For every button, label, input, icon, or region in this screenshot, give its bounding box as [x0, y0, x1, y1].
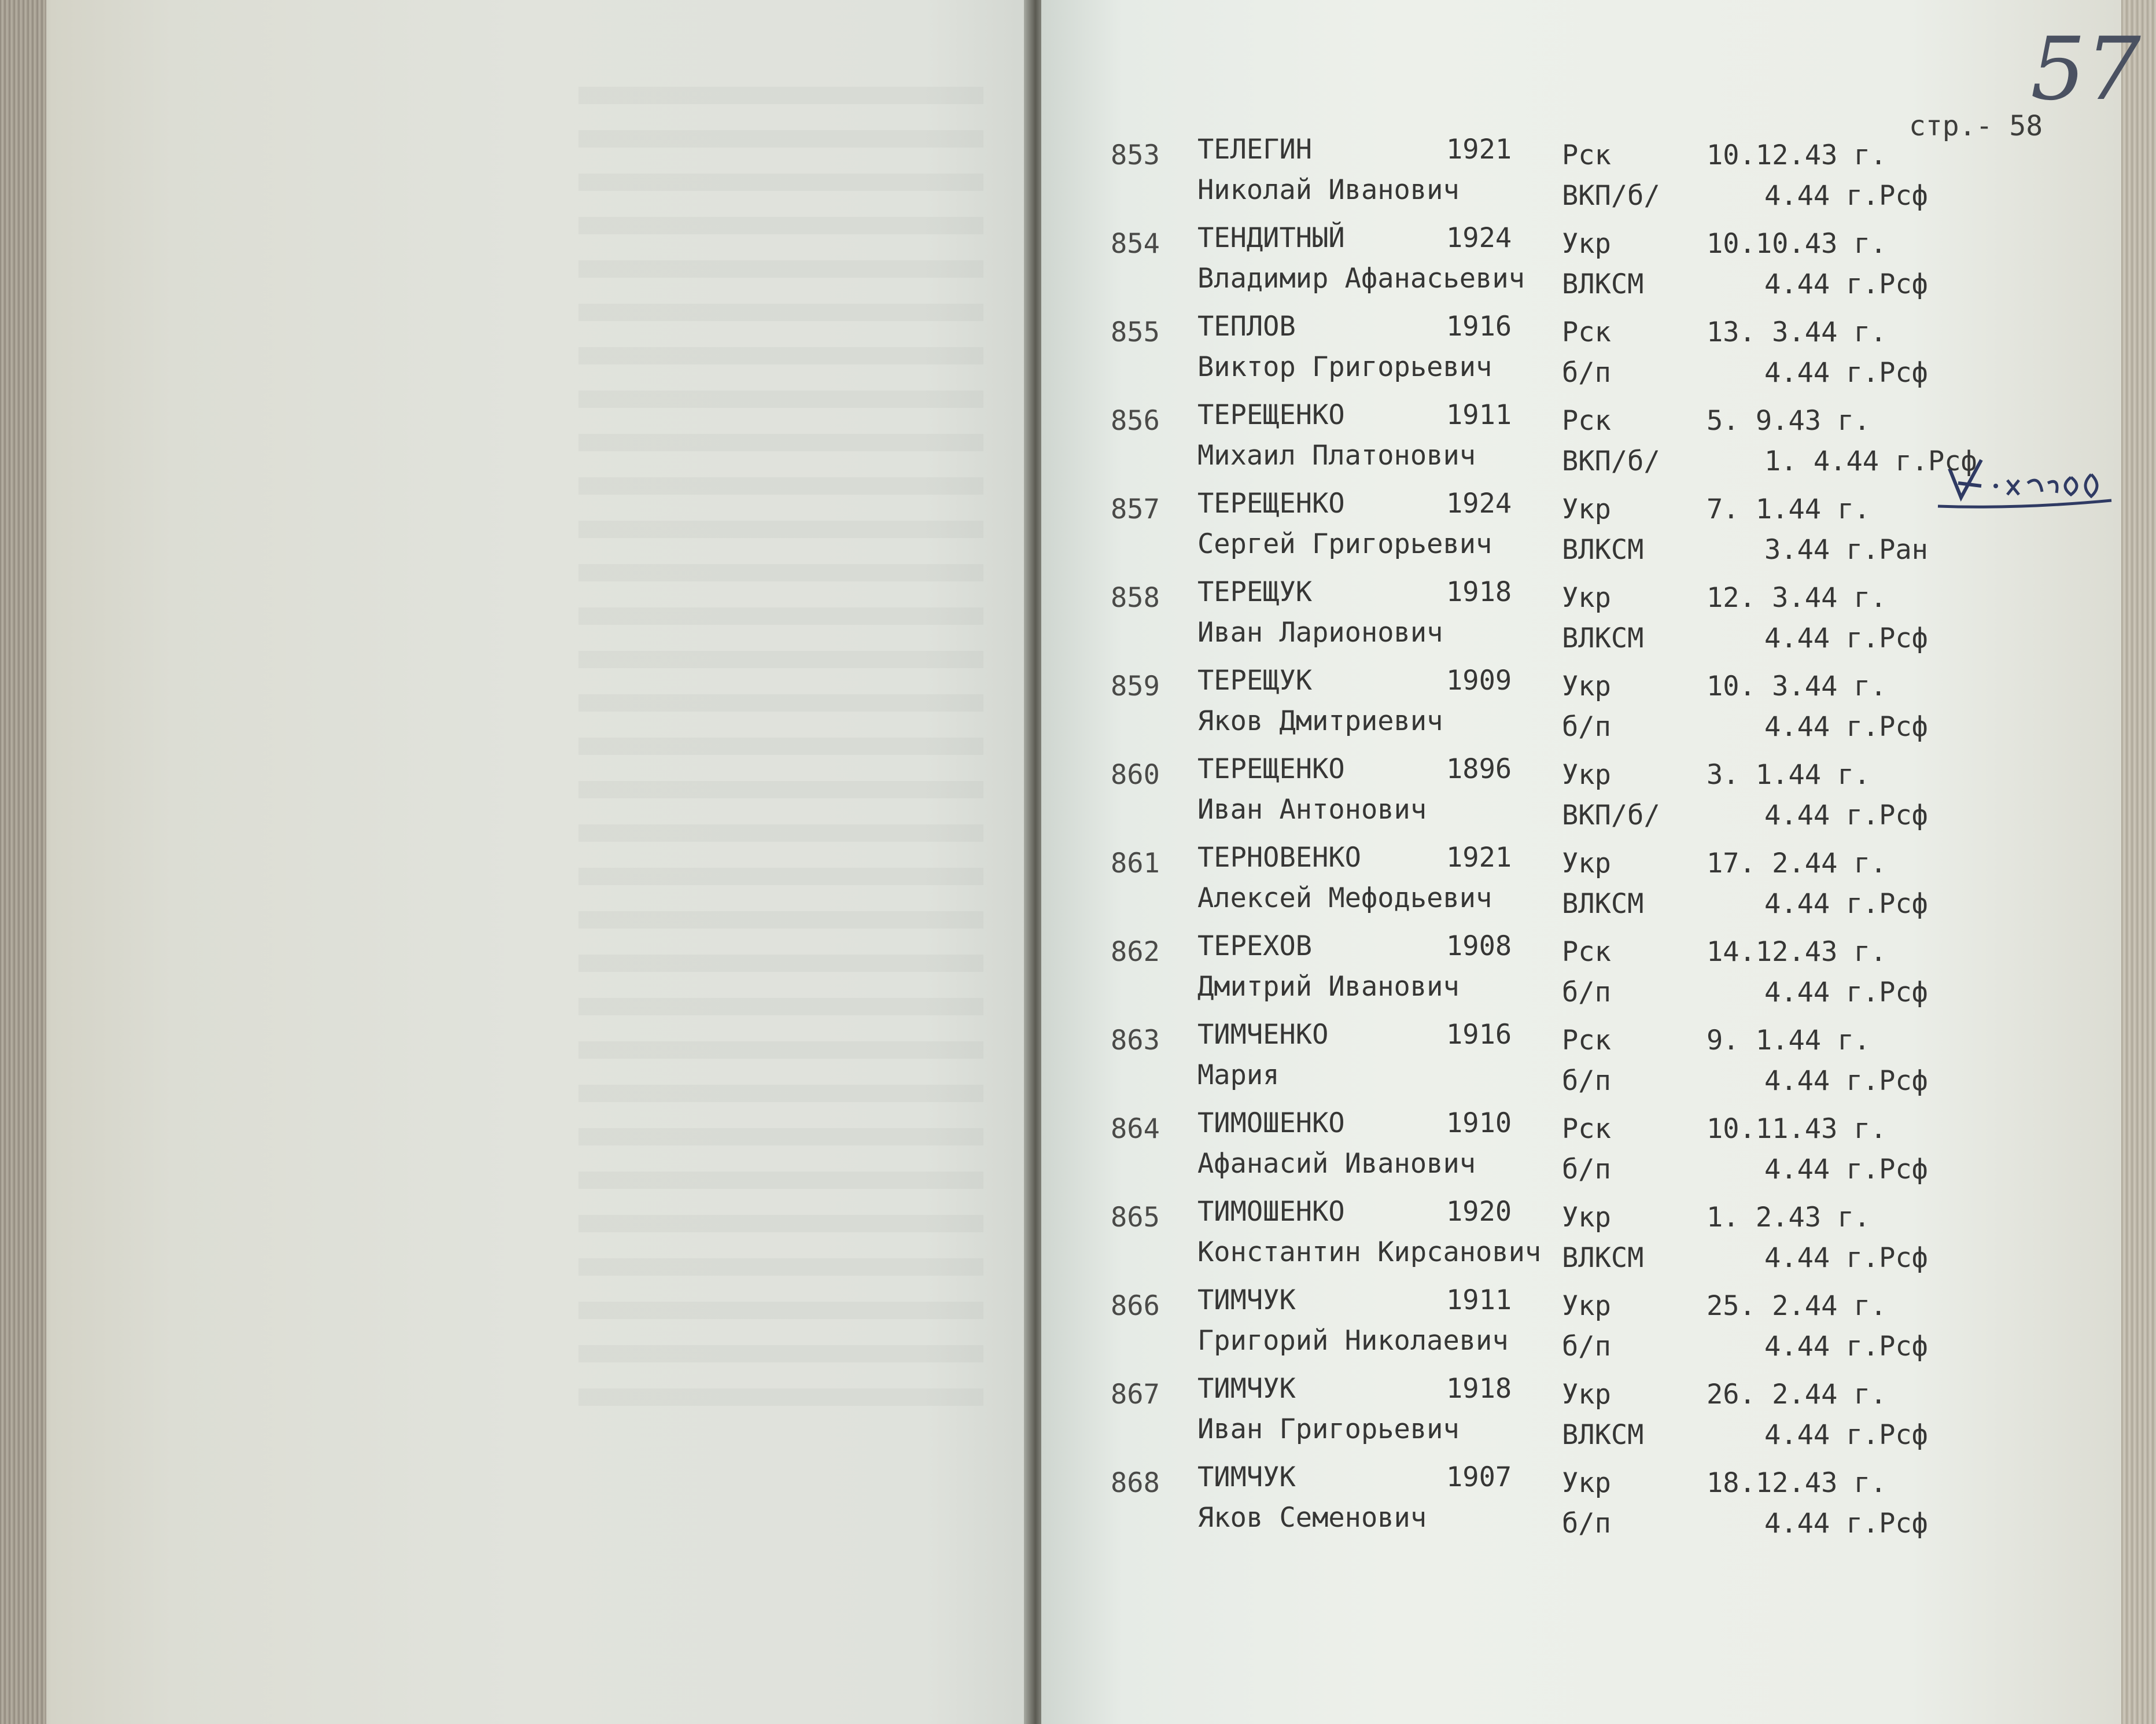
entry-surname: ТЕРЕЩЕНКО	[1197, 399, 1345, 431]
entry-date: 12. 3.44 г.	[1707, 582, 1887, 614]
entry-date-note: 4.44 г.Рсф	[1764, 1419, 1928, 1451]
entry-given-name: Дмитрий Иванович	[1197, 971, 1460, 1003]
page-label: стр.- 58	[1909, 110, 2043, 142]
entry-nationality: Укр	[1562, 1379, 1611, 1410]
entry-given-name: Сергей Григорьевич	[1197, 528, 1492, 560]
entry-surname: ТЕНДИТНЫЙ	[1197, 222, 1345, 254]
entry-party: б/п	[1562, 357, 1611, 389]
entry-birth-year: 1896	[1446, 753, 1512, 785]
entry-birth-year: 1924	[1446, 222, 1512, 254]
entry-date-note: 4.44 г.Рсф	[1764, 180, 1928, 212]
entry-surname: ТЕПЛОВ	[1197, 311, 1296, 342]
entry-nationality: Рск	[1562, 139, 1611, 171]
entry-number: 866	[1111, 1290, 1160, 1322]
entry-party: ВЛКСМ	[1562, 534, 1644, 566]
entry-date: 10. 3.44 г.	[1707, 671, 1887, 702]
entry-number: 856	[1111, 405, 1160, 437]
ledger-entry	[1099, 487, 1967, 580]
entry-date-note: 4.44 г.Рсф	[1764, 1331, 1928, 1362]
entry-date-note: 4.44 г.Рсф	[1764, 1065, 1928, 1097]
entry-date-note: 4.44 г.Рсф	[1764, 1508, 1928, 1539]
ledger-entry	[1099, 399, 1977, 491]
entry-given-name: Иван Антонович	[1197, 794, 1427, 826]
note-scribble	[2007, 474, 2097, 496]
entry-date: 26. 2.44 г.	[1707, 1379, 1887, 1410]
entry-number: 860	[1111, 759, 1160, 791]
entry-date-note: 4.44 г.Рсф	[1764, 1242, 1928, 1274]
entry-nationality: Рск	[1562, 936, 1611, 968]
entry-date-note: 4.44 г.Рсф	[1764, 357, 1928, 389]
entry-date-note: 1. 4.44 г.Рсф	[1764, 445, 1977, 477]
entry-given-name: Яков Семенович	[1197, 1502, 1427, 1534]
entry-date: 14.12.43 г.	[1707, 936, 1887, 968]
entry-date-note: 4.44 г.Рсф	[1764, 800, 1928, 831]
entry-given-name: Афанасий Иванович	[1197, 1148, 1476, 1180]
entry-date: 10.10.43 г.	[1707, 228, 1887, 260]
entry-surname: ТИМЧЕНКО	[1197, 1019, 1329, 1051]
entry-nationality: Рск	[1562, 1113, 1611, 1145]
entry-date: 25. 2.44 г.	[1707, 1290, 1887, 1322]
entry-surname: ТЕРЕЩЕНКО	[1197, 488, 1345, 520]
ledger-entry	[1099, 1018, 1967, 1111]
entry-date: 13. 3.44 г.	[1707, 316, 1887, 348]
entry-surname: ТЕРЕЩУК	[1197, 576, 1313, 608]
entry-number: 867	[1111, 1379, 1160, 1410]
entry-number: 865	[1111, 1202, 1160, 1233]
entry-nationality: Укр	[1562, 228, 1611, 260]
entry-surname: ТЕЛЕГИН	[1197, 134, 1313, 165]
entry-party: б/п	[1562, 711, 1611, 743]
entry-surname: ТИМЧУК	[1197, 1373, 1296, 1405]
entry-party: ВКП/б/	[1562, 180, 1660, 212]
entry-number: 864	[1111, 1113, 1160, 1145]
ledger-entry	[1099, 1461, 1967, 1553]
entry-date: 10.12.43 г.	[1707, 139, 1887, 171]
ledger-entry	[1099, 930, 1967, 1022]
ledger-entry	[1099, 1107, 1967, 1199]
entry-party: б/п	[1562, 977, 1611, 1008]
ledger-entry	[1099, 576, 1967, 668]
entry-given-name: Мария	[1197, 1059, 1280, 1091]
ledger-entry	[1099, 1195, 1967, 1288]
entry-nationality: Укр	[1562, 1290, 1611, 1322]
ledger-entry	[1099, 1372, 1967, 1465]
entry-number: 861	[1111, 848, 1160, 879]
entry-given-name: Николай Иванович	[1197, 174, 1460, 206]
entry-date: 7. 1.44 г.	[1707, 493, 1870, 525]
entry-birth-year: 1907	[1446, 1461, 1512, 1493]
ledger-entry	[1099, 310, 1967, 403]
entry-date-note: 4.44 г.Рсф	[1764, 977, 1928, 1008]
entry-date: 1. 2.43 г.	[1707, 1202, 1870, 1233]
entry-nationality: Укр	[1562, 1467, 1611, 1499]
right-page-edge	[2121, 0, 2156, 1724]
entry-given-name: Иван Григорьевич	[1197, 1413, 1460, 1445]
entry-date-note: 3.44 г.Ран	[1764, 534, 1928, 566]
entry-party: ВЛКСМ	[1562, 268, 1644, 300]
entry-party: ВКП/б/	[1562, 445, 1660, 477]
entry-birth-year: 1908	[1446, 930, 1512, 962]
entry-given-name: Владимир Афанасьевич	[1197, 263, 1525, 294]
entry-party: б/п	[1562, 1065, 1611, 1097]
entry-surname: ТИМОШЕНКО	[1197, 1196, 1345, 1228]
entry-birth-year: 1911	[1446, 399, 1512, 431]
entry-date: 17. 2.44 г.	[1707, 848, 1887, 879]
entry-birth-year: 1910	[1446, 1107, 1512, 1139]
entry-number: 854	[1111, 228, 1160, 260]
entry-number: 862	[1111, 936, 1160, 968]
entry-nationality: Укр	[1562, 1202, 1611, 1233]
entry-nationality: Укр	[1562, 759, 1611, 791]
entry-date: 9. 1.44 г.	[1707, 1025, 1870, 1056]
entry-date-note: 4.44 г.Рсф	[1764, 268, 1928, 300]
entry-number: 857	[1111, 493, 1160, 525]
entry-party: ВЛКСМ	[1562, 1419, 1644, 1451]
entry-birth-year: 1916	[1446, 311, 1512, 342]
entry-number: 863	[1111, 1025, 1160, 1056]
entry-birth-year: 1909	[1446, 665, 1512, 697]
entry-surname: ТИМОШЕНКО	[1197, 1107, 1345, 1139]
entry-birth-year: 1921	[1446, 134, 1512, 165]
ledger-entry	[1099, 222, 1967, 314]
entry-nationality: Рск	[1562, 316, 1611, 348]
entry-surname: ТЕРЕЩЕНКО	[1197, 753, 1345, 785]
entry-birth-year: 1911	[1446, 1284, 1512, 1316]
ledger-entry	[1099, 753, 1967, 845]
entry-date: 10.11.43 г.	[1707, 1113, 1887, 1145]
entry-date-note: 4.44 г.Рсф	[1764, 1154, 1928, 1185]
entry-date: 5. 9.43 г.	[1707, 405, 1870, 437]
entry-nationality: Укр	[1562, 582, 1611, 614]
entry-date: 18.12.43 г.	[1707, 1467, 1887, 1499]
entry-party: ВКП/б/	[1562, 800, 1660, 831]
entry-surname: ТЕРНОВЕНКО	[1197, 842, 1361, 874]
entry-nationality: Укр	[1562, 493, 1611, 525]
ledger-entry	[1099, 133, 1967, 226]
entry-number: 859	[1111, 671, 1160, 702]
entry-birth-year: 1918	[1446, 1373, 1512, 1405]
entry-nationality: Укр	[1562, 848, 1611, 879]
ledger-entries	[1099, 133, 1977, 1614]
entry-party: ВЛКСМ	[1562, 888, 1644, 920]
bleed-through-text	[578, 87, 983, 1417]
entry-date-note: 4.44 г.Рсф	[1764, 711, 1928, 743]
entry-number: 853	[1111, 139, 1160, 171]
entry-given-name: Алексей Мефодьевич	[1197, 882, 1492, 914]
entry-party: б/п	[1562, 1154, 1611, 1185]
entry-number: 858	[1111, 582, 1160, 614]
entry-date-note: 4.44 г.Рсф	[1764, 888, 1928, 920]
left-page-edge	[0, 0, 46, 1724]
entry-birth-year: 1916	[1446, 1019, 1512, 1051]
entry-party: ВЛКСМ	[1562, 1242, 1644, 1274]
entry-date: 3. 1.44 г.	[1707, 759, 1870, 791]
entry-given-name: Яков Дмитриевич	[1197, 705, 1443, 737]
ledger-entry	[1099, 664, 1967, 757]
entry-date-note: 4.44 г.Рсф	[1764, 622, 1928, 654]
entry-surname: ТЕРЕЩУК	[1197, 665, 1313, 697]
entry-party: б/п	[1562, 1508, 1611, 1539]
entry-given-name: Константин Кирсанович	[1197, 1236, 1542, 1268]
entry-birth-year: 1921	[1446, 842, 1512, 874]
entry-nationality: Рск	[1562, 405, 1611, 437]
entry-birth-year: 1920	[1446, 1196, 1512, 1228]
handwritten-folio-number: 57	[2030, 19, 2141, 120]
entry-party: ВЛКСМ	[1562, 622, 1644, 654]
entry-surname: ТЕРЕХОВ	[1197, 930, 1313, 962]
entry-birth-year: 1924	[1446, 488, 1512, 520]
entry-surname: ТИМЧУК	[1197, 1461, 1296, 1493]
ledger-entry	[1099, 841, 1967, 934]
entry-nationality: Рск	[1562, 1025, 1611, 1056]
entry-birth-year: 1918	[1446, 576, 1512, 608]
entry-surname: ТИМЧУК	[1197, 1284, 1296, 1316]
entry-party: б/п	[1562, 1331, 1611, 1362]
entry-given-name: Михаил Платонович	[1197, 440, 1476, 471]
note-dot	[1993, 484, 1998, 488]
entry-number: 855	[1111, 316, 1160, 348]
entry-given-name: Григорий Николаевич	[1197, 1325, 1509, 1357]
ledger-entry	[1099, 1284, 1967, 1376]
entry-number: 868	[1111, 1467, 1160, 1499]
entry-given-name: Иван Ларионович	[1197, 617, 1443, 649]
left-page	[0, 0, 1035, 1724]
entry-nationality: Укр	[1562, 671, 1611, 702]
entry-given-name: Виктор Григорьевич	[1197, 351, 1492, 383]
